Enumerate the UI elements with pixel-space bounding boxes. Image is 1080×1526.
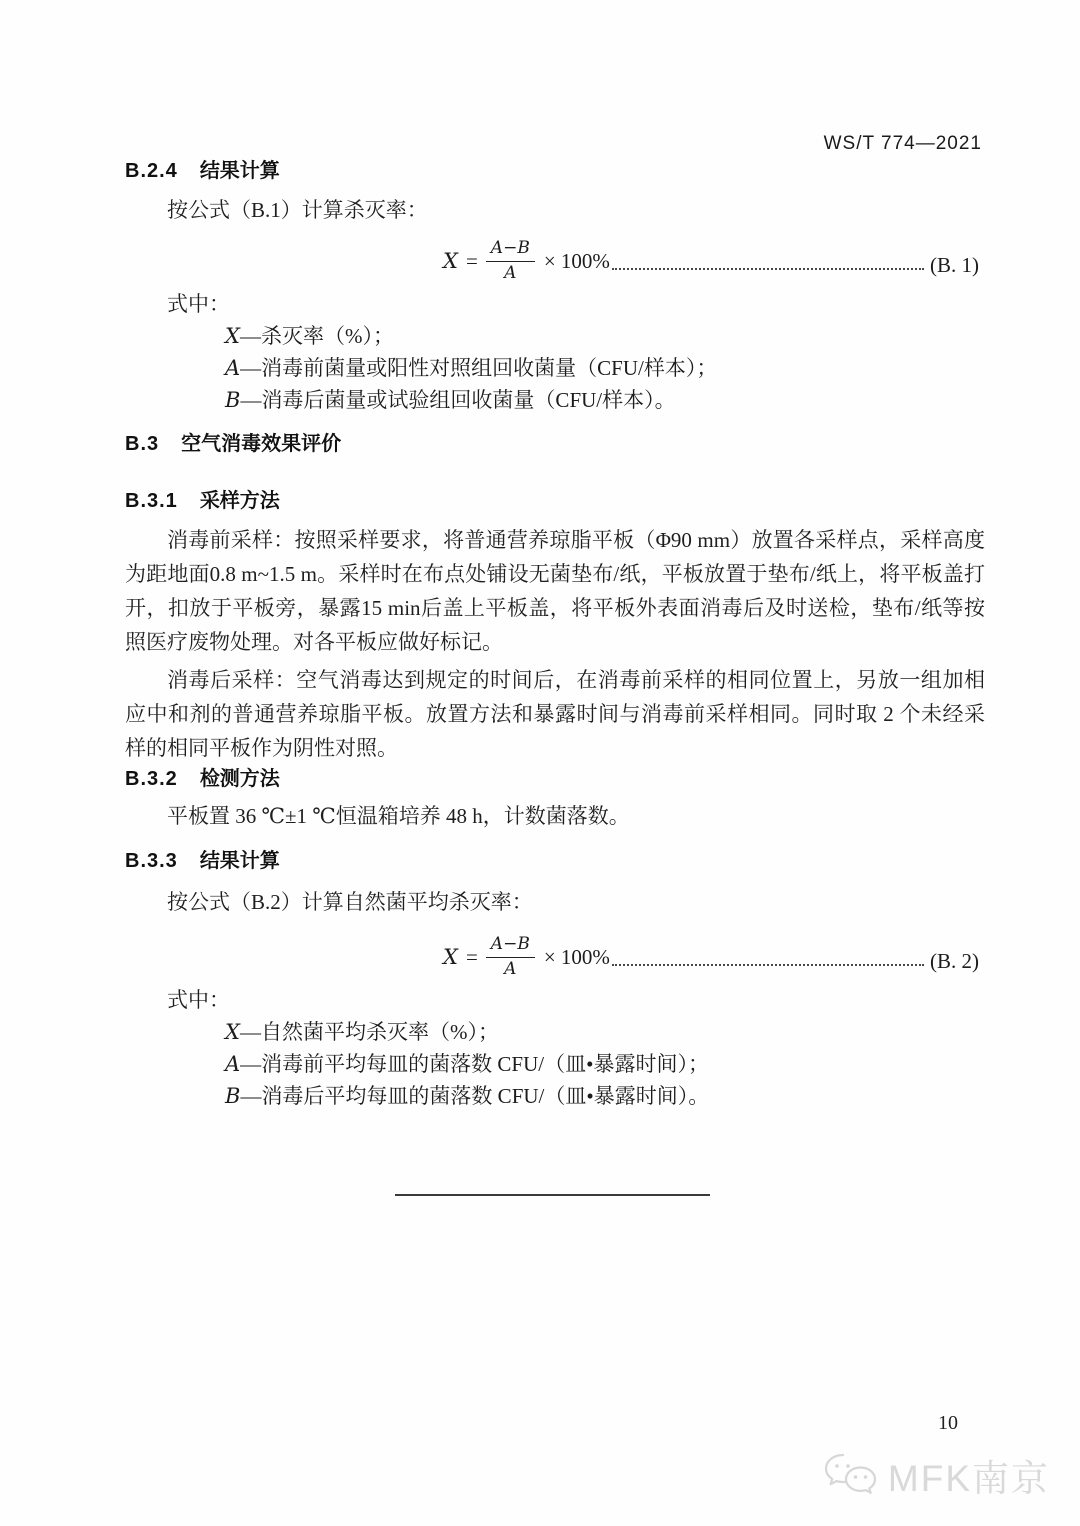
heading-b31-title: 采样方法 [199, 490, 280, 512]
list-item: X—杀灭率（%）； [225, 324, 394, 348]
heading-b32-number: B.3.2 [125, 768, 178, 790]
heading-b33-title: 结果计算 [199, 850, 280, 872]
formula-b2 [125, 931, 985, 983]
formula-b1-multiplier: × 100% [543, 248, 610, 273]
variable-list-2 [125, 1016, 985, 1112]
watermark [822, 1448, 1050, 1502]
formula-b1-denominator: A [504, 262, 517, 283]
where-lead-1: 式中： [167, 292, 230, 316]
formula-b1-numerator: A−B [486, 238, 535, 261]
list-item: X—自然菌平均杀灭率（%）； [225, 1020, 499, 1044]
heading-b24-number: B.2.4 [125, 160, 178, 182]
watermark-text: MFK南京 [887, 1458, 1050, 1499]
paragraph-b24-intro: 按公式（B.1）计算杀灭率： [167, 198, 428, 222]
end-of-document-rule [395, 1194, 710, 1196]
heading-b3 [125, 430, 985, 458]
formula-b2-dot-leader [612, 964, 924, 966]
page-number: 10 [938, 1412, 958, 1434]
formula-b2-multiplier: × 100% [543, 944, 610, 969]
formula-b2-lhs: X [443, 945, 458, 969]
paragraph-detection-method: 平板置 36 ℃±1 ℃恒温箱培养 48 h，计数菌落数。 [167, 804, 630, 828]
where-lead-2: 式中： [167, 988, 230, 1012]
standard-code-header: WS/T 774—2021 [823, 133, 982, 154]
formula-b1-fraction [486, 238, 535, 284]
heading-b32-title: 检测方法 [199, 768, 280, 790]
heading-b32 [125, 765, 985, 793]
formula-b2-denominator: A [504, 958, 517, 979]
heading-b31 [125, 487, 985, 515]
formula-b2-fraction [486, 934, 535, 980]
formula-b2-expression [443, 934, 610, 980]
formula-b2-label: (B. 2) [930, 948, 979, 973]
wechat-icon [822, 1452, 878, 1498]
heading-b3-title: 空气消毒效果评价 [181, 433, 342, 455]
paragraph-sampling-after: 消毒后采样：空气消毒达到规定的时间后，在消毒前采样的相同位置上，另放一组加相应中和剂的普通营养琼脂平板。放置方法和暴露时间与消毒前采样相同。同时取 2 个未经采样的相同平板作为阴性对照。 [125, 668, 985, 760]
list-item: A—消毒前平均每皿的菌落数 CFU/（皿•暴露时间）； [225, 1052, 709, 1076]
heading-b33 [125, 847, 985, 875]
formula-b1-label: (B. 1) [930, 252, 979, 277]
heading-b24 [125, 157, 985, 185]
variable-list-1 [125, 320, 985, 416]
heading-b31-number: B.3.1 [125, 490, 178, 512]
formula-b1-dot-leader [612, 268, 924, 270]
formula-b1-equals: = [465, 248, 478, 273]
formula-b1 [125, 235, 985, 287]
heading-b33-number: B.3.3 [125, 850, 178, 872]
heading-b3-number: B.3 [125, 433, 160, 455]
paragraph-sampling-before: 消毒前采样：按照采样要求，将普通营养琼脂平板（Φ90 mm）放置各采样点，采样高度为距地面0.8 m~1.5 m。采样时在布点处铺设无菌垫布/纸，平板放置于垫布/纸上，将平板盖打开，扣放于平板旁，暴露15 min后盖上平板盖，将平板外表面消毒后及时送检，垫布/纸等按照医疗废物处理。对各平板应做好标记。 [125, 528, 985, 654]
formula-b2-numerator: A−B [486, 934, 535, 957]
formula-b2-equals: = [465, 944, 478, 969]
formula-b1-expression [443, 238, 610, 284]
paragraph-b33-intro: 按公式（B.2）计算自然菌平均杀灭率： [167, 890, 533, 914]
list-item: B—消毒后菌量或试验组回收菌量（CFU/样本）。 [225, 388, 676, 412]
formula-b1-lhs: X [443, 249, 458, 273]
list-item: A—消毒前菌量或阳性对照组回收菌量（CFU/样本）； [225, 356, 718, 380]
heading-b24-title: 结果计算 [199, 160, 280, 182]
list-item: B—消毒后平均每皿的菌落数 CFU/（皿•暴露时间）。 [225, 1084, 710, 1108]
